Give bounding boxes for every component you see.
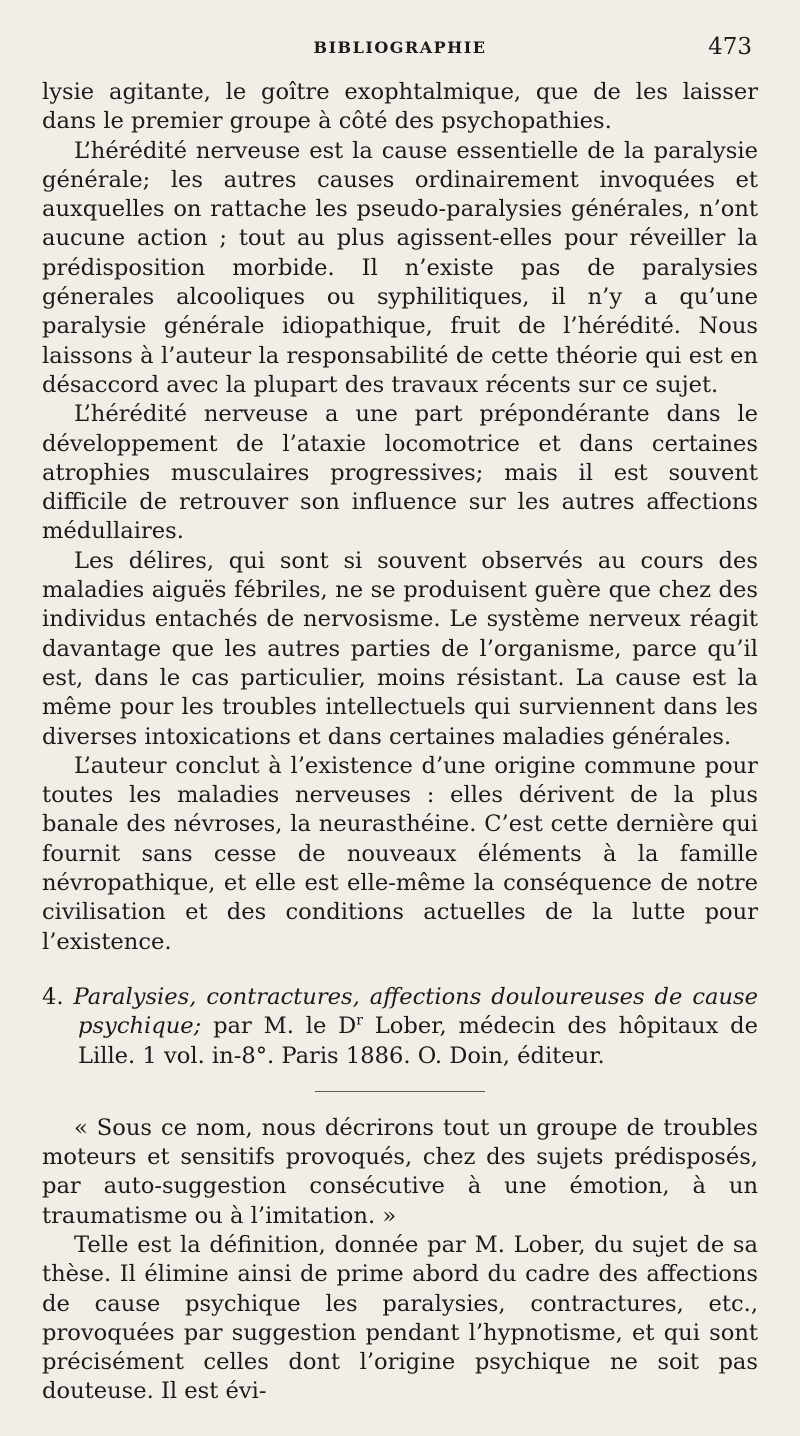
entry-number: 4. [42, 983, 64, 1010]
paragraph: Telle est la définition, donnée par M. Lober, du sujet de sa thèse. Il élimine ainsi de prime abord du cadre des affections de cause psychique les paralysies, contractures, etc., provoquées par suggestion pendant l’hypnotisme, et qui sont précisément celles dont l’origine psychique ne soit pas douteuse. Il est évi- [42, 1231, 758, 1405]
paragraph: L’auteur conclut à l’existence d’une origine commune pour toutes les maladies nerveuses : elles dérivent de la plus banale des névroses, la neurasthéine. C’est cette dernière qui fournit sans cesse de nouveaux éléments à la famille névropathique, et elle est elle-même la conséquence de notre civilisation et des conditions actuelles de la lutte pour l’existence. [42, 752, 758, 955]
running-title: BIBLIOGRAPHIE [313, 38, 487, 57]
page-number: 473 [708, 34, 752, 60]
bibliography-entry [42, 983, 758, 1071]
entry-author-prefix: par M. le D [213, 1013, 357, 1040]
paragraph: L’hérédité nerveuse est la cause essentielle de la paralysie générale; les autres causes ordinairement invoquées et auxquelles on rattache les pseudo-paralysies générales, n’ont aucune action ; tout au plus agissent-elles pour réveiller la prédisposition morbide. Il n’existe pas de paralysies génerales alcooliques ou syphilitiques, il n’y a qu’une paralysie générale idiopathique, fruit de l’hérédité. Nous laissons à l’auteur la responsabilité de cette théorie qui est en désaccord avec la plupart des travaux récents sur ce sujet. [42, 137, 758, 398]
page-body [42, 78, 758, 1407]
paragraph: L’hérédité nerveuse a une part prépondérante dans le développement de l’ataxie locomotrice et dans certaines atrophies musculaires progressives; mais il est souvent difficile de retrouver son influence sur les autres affections médullaires. [42, 401, 758, 545]
entry-title: Paralysies, contractures, affections douloureuses de cause psychique; [73, 983, 759, 1040]
separator-rule [315, 1091, 485, 1092]
entry-author-sup: r [356, 1012, 363, 1029]
quote-paragraph: « Sous ce nom, nous décrirons tout un groupe de troubles moteurs et sensitifs provoqués, chez des sujets prédisposés, par auto-suggestion consécutive à une émotion, à un traumatisme ou à l’imitation. » [42, 1114, 758, 1229]
paragraph-continuation: lysie agitante, le goître exophtalmique, que de les laisser dans le premier groupe à côté des psychopathies. [42, 79, 758, 135]
page-header [0, 34, 800, 70]
paragraph: Les délires, qui sont si souvent observés au cours des maladies aiguës fébriles, ne se produisent guère que chez des individus entachés de nervosisme. Le système nerveux réagit davantage que les autres parties de l’organisme, parce qu’il est, dans le cas particulier, moins résistant. La cause est la même pour les troubles intellectuels qui surviennent dans les diverses intoxications et dans certaines maladies générales. [42, 547, 758, 750]
entry-details: Lober, médecin des hôpitaux de Lille. 1 vol. in-8°. Paris 1886. O. Doin, éditeur. [78, 1013, 758, 1069]
